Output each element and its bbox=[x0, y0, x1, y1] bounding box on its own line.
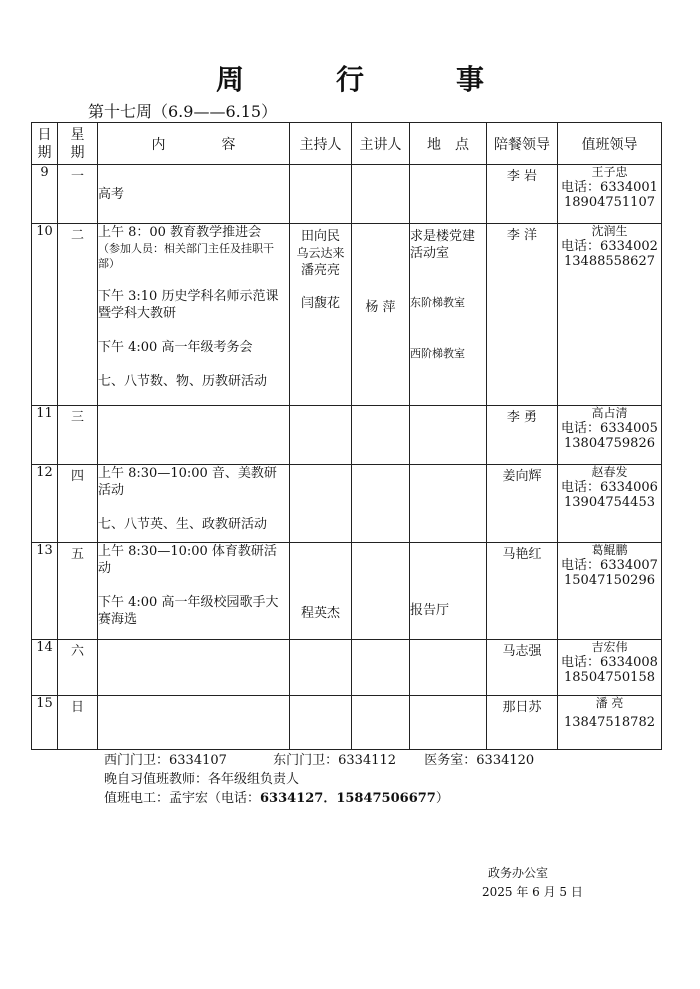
duty-phone: 电话：6334002 bbox=[561, 239, 658, 254]
row-content bbox=[98, 406, 290, 465]
row-date: 12 bbox=[32, 465, 58, 543]
content-item: 上午 8:30—10:00 音、美教研活动 bbox=[98, 466, 277, 498]
location-item: 求是楼党建活动室 bbox=[410, 229, 476, 261]
row-location bbox=[410, 224, 487, 406]
row-dining: 姜向辉 bbox=[487, 465, 558, 543]
duty-name: 吉宏伟 bbox=[591, 640, 628, 654]
row-speaker bbox=[352, 465, 410, 543]
duty-name: 王子忠 bbox=[591, 165, 628, 179]
row-date: 14 bbox=[32, 640, 58, 696]
row-location bbox=[410, 640, 487, 696]
header-host: 主持人 bbox=[290, 123, 352, 165]
electrician-line bbox=[104, 790, 449, 808]
row-speaker bbox=[352, 543, 410, 640]
duty-phone: 电话：6334005 bbox=[561, 421, 658, 436]
row-weekday: 一 bbox=[58, 165, 98, 224]
row-weekday: 五 bbox=[58, 543, 98, 640]
content-item: 七、八节数、物、历教研活动 bbox=[98, 374, 268, 389]
duty-name: 葛鲲鹏 bbox=[591, 543, 628, 557]
row-date: 10 bbox=[32, 224, 58, 406]
row-location bbox=[410, 465, 487, 543]
duty-mobile: 13488558627 bbox=[564, 254, 655, 269]
west-gate-phone: 西门门卫：6334107 bbox=[104, 753, 227, 768]
row-location bbox=[410, 696, 487, 750]
host-name: 乌云达来 bbox=[296, 246, 345, 260]
header-location: 地 点 bbox=[410, 123, 487, 165]
table-row bbox=[32, 640, 662, 696]
table-row bbox=[32, 165, 662, 224]
clinic-phone: 医务室：6334120 bbox=[424, 753, 535, 768]
speaker-name: 杨 萍 bbox=[365, 300, 396, 315]
table-row bbox=[32, 406, 662, 465]
header-speaker: 主讲人 bbox=[352, 123, 410, 165]
duty-mobile: 15047150296 bbox=[564, 573, 655, 588]
row-speaker bbox=[352, 224, 410, 406]
row-speaker bbox=[352, 696, 410, 750]
location-item: 西阶梯教室 bbox=[410, 347, 465, 360]
row-speaker bbox=[352, 165, 410, 224]
row-host bbox=[290, 165, 352, 224]
content-item: 下午 3:10 历史学科名师示范课暨学科大教研 bbox=[98, 289, 279, 321]
table-row bbox=[32, 696, 662, 750]
schedule-table bbox=[31, 122, 662, 750]
row-location bbox=[410, 406, 487, 465]
signature-date: 2025 年 6 月 5 日 bbox=[482, 885, 583, 899]
row-date: 13 bbox=[32, 543, 58, 640]
week-label: 第十七周（6.9——6.15） bbox=[88, 102, 278, 121]
row-date: 9 bbox=[32, 165, 58, 224]
host-name: 闫馥花 bbox=[300, 296, 340, 311]
duty-name: 高占清 bbox=[591, 406, 628, 420]
row-host bbox=[290, 543, 352, 640]
row-dining: 马志强 bbox=[487, 640, 558, 696]
duty-name: 潘 亮 bbox=[595, 696, 624, 710]
table-row bbox=[32, 465, 662, 543]
content-item: 上午 8：00 教育教学推进会 bbox=[98, 225, 262, 240]
duty-mobile: 13904754453 bbox=[564, 495, 655, 510]
duty-name: 赵春发 bbox=[591, 465, 628, 479]
duty-mobile: 13847518782 bbox=[564, 715, 655, 730]
row-content bbox=[98, 640, 290, 696]
row-duty bbox=[558, 640, 662, 696]
row-host bbox=[290, 224, 352, 406]
duty-phone: 电话：6334006 bbox=[561, 480, 658, 495]
page-title: 周 行 事 bbox=[215, 63, 516, 96]
row-content bbox=[98, 465, 290, 543]
content-item: 七、八节英、生、政教研活动 bbox=[98, 517, 268, 532]
row-duty bbox=[558, 406, 662, 465]
content-item: 上午 8:30—10:00 体育教研活动 bbox=[98, 544, 277, 576]
row-weekday: 六 bbox=[58, 640, 98, 696]
row-dining: 那日苏 bbox=[487, 696, 558, 750]
duty-mobile: 18904751107 bbox=[564, 195, 655, 210]
duty-name: 沈润生 bbox=[591, 224, 628, 238]
signature-office: 政务办公室 bbox=[488, 866, 549, 880]
row-host bbox=[290, 696, 352, 750]
table-row bbox=[32, 224, 662, 406]
row-weekday: 三 bbox=[58, 406, 98, 465]
row-content bbox=[98, 543, 290, 640]
table-row bbox=[32, 543, 662, 640]
row-date: 15 bbox=[32, 696, 58, 750]
row-dining: 李 洋 bbox=[487, 224, 558, 406]
row-dining: 李 岩 bbox=[487, 165, 558, 224]
row-content bbox=[98, 165, 290, 224]
row-location bbox=[410, 165, 487, 224]
row-weekday: 四 bbox=[58, 465, 98, 543]
duty-phone: 电话：6334007 bbox=[561, 558, 658, 573]
row-content bbox=[98, 224, 290, 406]
header-row bbox=[32, 123, 662, 165]
header-dining: 陪餐领导 bbox=[487, 123, 558, 165]
location-item: 报告厅 bbox=[410, 603, 450, 618]
content-item: 高考 bbox=[98, 186, 125, 202]
header-date: 日期 bbox=[32, 123, 58, 165]
evening-duty: 晚自习值班教师：各年级组负责人 bbox=[104, 772, 300, 787]
footer-phones bbox=[104, 752, 534, 770]
host-name: 潘亮亮 bbox=[300, 263, 340, 278]
row-host bbox=[290, 406, 352, 465]
content-item: 下午 4:00 高一年级校园歌手大赛海选 bbox=[98, 595, 279, 627]
header-content: 内 容 bbox=[98, 123, 290, 165]
electrician-label: 值班电工：孟宇宏（电话： bbox=[104, 791, 261, 806]
row-dining: 李 勇 bbox=[487, 406, 558, 465]
duty-phone: 电话：6334001 bbox=[561, 180, 658, 195]
duty-phone: 电话：6334008 bbox=[561, 655, 658, 670]
row-duty bbox=[558, 543, 662, 640]
row-duty bbox=[558, 165, 662, 224]
row-weekday: 日 bbox=[58, 696, 98, 750]
row-duty bbox=[558, 696, 662, 750]
row-host bbox=[290, 640, 352, 696]
row-location bbox=[410, 543, 487, 640]
host-name: 程英杰 bbox=[300, 606, 340, 621]
electrician-close: ） bbox=[435, 791, 449, 806]
duty-mobile: 13804759826 bbox=[564, 436, 655, 451]
header-weekday: 星期 bbox=[58, 123, 98, 165]
row-speaker bbox=[352, 640, 410, 696]
row-duty bbox=[558, 224, 662, 406]
row-weekday: 二 bbox=[58, 224, 98, 406]
row-speaker bbox=[352, 406, 410, 465]
row-dining: 马艳红 bbox=[487, 543, 558, 640]
host-name: 田向民 bbox=[300, 229, 340, 244]
header-duty: 值班领导 bbox=[558, 123, 662, 165]
east-gate-phone: 东门门卫：6334112 bbox=[273, 753, 397, 768]
row-duty bbox=[558, 465, 662, 543]
content-note: （参加人员：相关部门主任及挂职干部） bbox=[98, 242, 274, 270]
row-content bbox=[98, 696, 290, 750]
location-item: 东阶梯教室 bbox=[410, 296, 465, 309]
content-item: 下午 4:00 高一年级考务会 bbox=[98, 340, 253, 355]
row-date: 11 bbox=[32, 406, 58, 465]
row-host bbox=[290, 465, 352, 543]
electrician-phones: 6334127．15847506677 bbox=[260, 791, 436, 806]
duty-mobile: 18504750158 bbox=[564, 670, 655, 685]
